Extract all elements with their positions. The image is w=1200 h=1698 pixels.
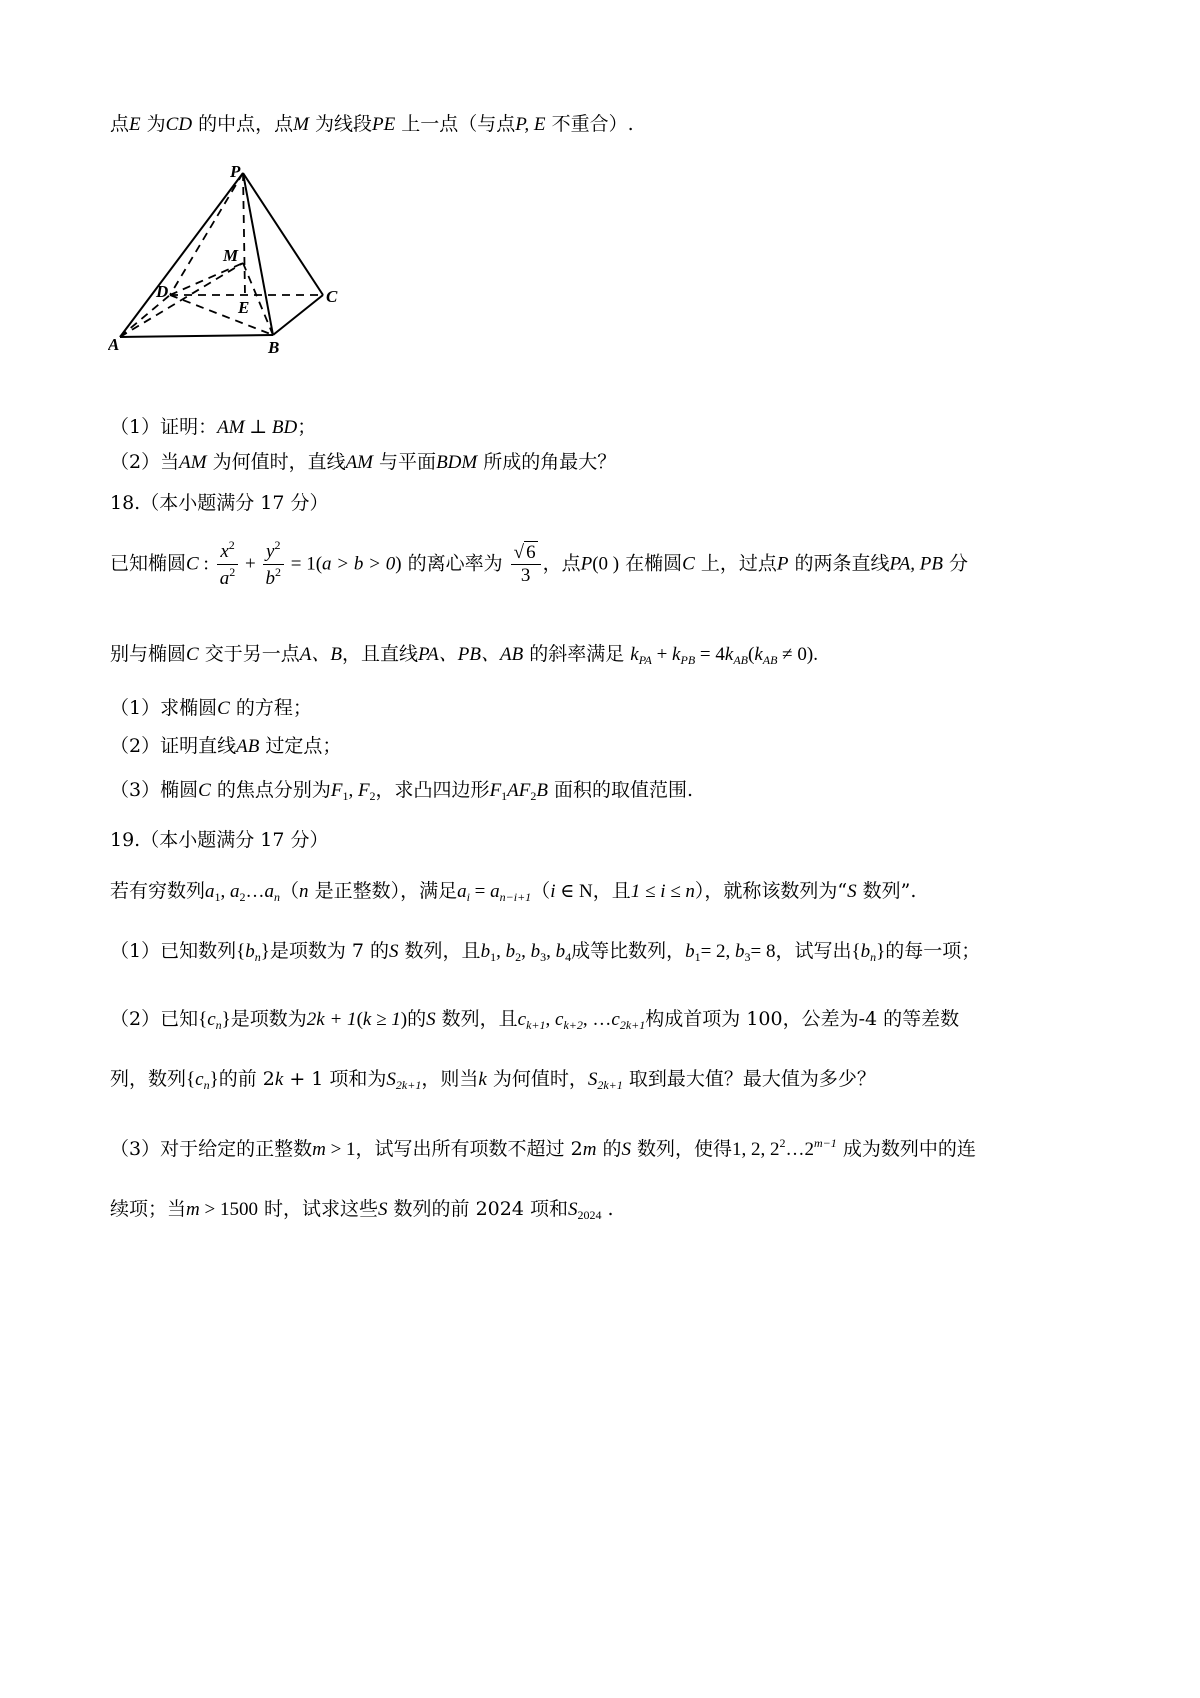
label-D: D [156, 282, 169, 301]
edge-DB [170, 295, 273, 335]
intro-line: 点E 为CD 的中点，点M 为线段PE 上一点（与点P, E 不重合）. [110, 113, 634, 135]
q19-part1: （1）已知数列$\{b_n\}$是项数为 7 的S 数列，且$b_1$, $b_2$, $b_3$, $b_4$成等比数列，$b_1= 2$, $b_3= 8$，试写出$\{b_n\}$的每一项； [110, 940, 981, 964]
q18-part2: （2）证明直线AB 过定点； [110, 735, 342, 757]
label-B: B [268, 338, 280, 357]
eccentricity-fraction: $\frac{√ 6}{3}$ [511, 541, 541, 589]
q19-part2-line2: 列，数列$\{c_n\}$的前 2k + 1 项和为$S_{2k+1}$，则当k 为何值时，$S_{2k+1}$ 取到最大值？最大值为多少？ [110, 1068, 876, 1092]
fraction-x2-a2: $\frac{x^2}{a^2}$ [217, 538, 239, 591]
edge-DM [170, 263, 243, 295]
q18-part1: （1）求椭圆C 的方程； [110, 697, 312, 719]
q19-header: 19.（本小题满分 17 分） [110, 829, 329, 851]
edge-AD [120, 295, 170, 337]
q18-statement-line1: 已知椭圆C : $\frac{x^2}{a^2}$ + $\frac{y^2}{b^2}$ = 1(a > b > 0) 的离心率为 $\frac{√ 6}{3}$ ，点P(0 ) 在椭圆C 上，过点P 的两条直线PA, PB 分 [110, 538, 969, 589]
q18-part3: （3）椭圆C 的焦点分别为$F_1$, $F_2$，求凸四边形$F_1AF_2B$ 面积的取值范围. [110, 779, 694, 803]
q17-part1: （1）证明：AM ⊥ BD； [110, 416, 317, 438]
pyramid-figure [108, 165, 378, 390]
label-P: P [230, 165, 241, 181]
edge-PD [170, 173, 243, 295]
label-E: E [238, 298, 250, 317]
q19-part3-line2: 续项；当m > 1500 时，试求这些S 数列的前 2024 项和$S_{2024}$ . [110, 1198, 614, 1222]
fraction-y2-b2: $\frac{y^2}{b^2}$ [263, 538, 285, 591]
label-C: C [326, 287, 338, 306]
q17-part2: （2）当AM 为何值时，直线AM 与平面BDM 所成的角最大？ [110, 451, 617, 473]
edge-PE [243, 173, 245, 295]
label-A: A [108, 335, 120, 354]
q19-part3-line1: （3）对于给定的正整数m > 1，试写出所有项数不超过 2m 的S 数列，使得1, 2, $2^2\dots 2^{m-1}$ 成为数列中的连 [110, 1136, 976, 1160]
q19-part2-line1: （2）已知$\{c_n\}$是项数为2k + 1(k ≥ 1)的S 数列，且$c_{k+1}$, $c_{k+2}$, $\dots c_{2k+1}$构成首项为 100，公差为-4 的等差数 [110, 1008, 960, 1032]
q18-header: 18.（本小题满分 17 分） [110, 492, 329, 514]
edge-BC [273, 295, 323, 335]
edge-AB [120, 335, 273, 337]
label-M: M [223, 246, 239, 265]
q19-definition: 若有穷数列$a_1$, $a_2\dots a_n(n$ 是正整数），满足$a_i = a_{n-i+1}(i$ ∈ N，且1 ≤ i ≤ n），就称该数列为“S 数列”. [110, 880, 917, 904]
q18-statement-line2: 别与椭圆C 交于另一点A、B，且直线PA、PB、AB 的斜率满足 $k_{PA} + k_{PB} = 4k_{AB}(k_{AB} \ne 0)$. [110, 643, 818, 667]
